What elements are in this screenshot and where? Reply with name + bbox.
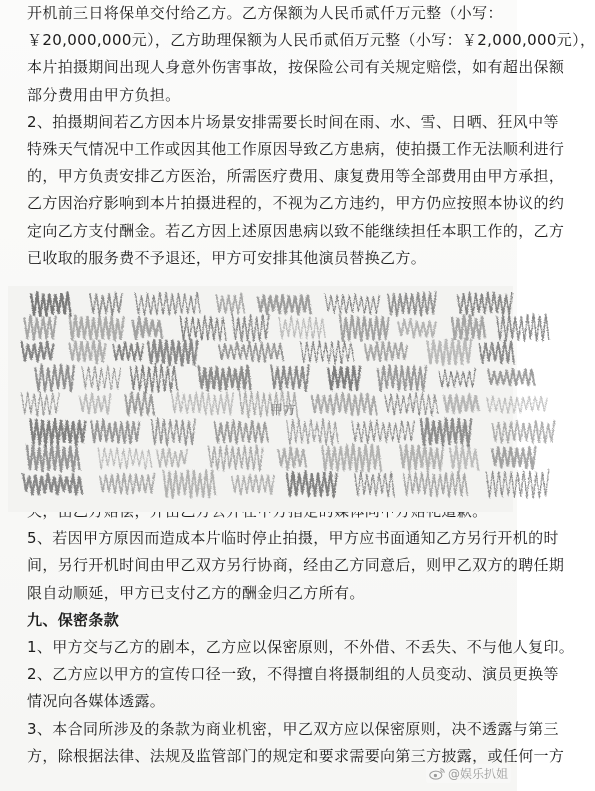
text-line: 1、甲方交与乙方的剧本，乙方应以保密原则，不外借、不丢失、不与他人复印。 — [27, 637, 575, 656]
text-line: 限自动顺延，甲方已支付乙方的酬金归乙方所有。 — [27, 583, 365, 602]
redacted-scribble-area — [8, 286, 513, 512]
text-line: 定向乙方支付酬金。若乙方因上述原因患病以致不能继续担任本职工作的，乙方 — [27, 221, 565, 240]
redaction-fragment-text: 甲方 — [270, 403, 297, 418]
document-bottom-text — [27, 498, 575, 770]
section-heading: 九、保密条款 — [27, 610, 120, 629]
text-line: 间，另行开机时间由甲乙双方另行协商，经由乙方同意后，则甲乙双方的聘任期 — [27, 556, 565, 575]
text-line: 部分费用由甲方负担。 — [27, 85, 181, 104]
text-line: 3、本合同所涉及的条款为商业机密，甲乙双方应以保密原则，决不透露与第三 — [27, 719, 559, 738]
text-line: 特殊天气情况中工作或因其他工作原因导致乙方患病，使拍摄工作无法顺利进行 — [27, 139, 565, 158]
text-line: ￥20,000,000元），乙方助理保额为人民币贰佰万元整（小写：￥2,000,000元）， — [27, 31, 595, 50]
text-line: 已收取的服务费不予退还，甲方可安排其他演员替换乙方。 — [27, 248, 427, 267]
text-line: 5、若因甲方原因而造成本片临时停止拍摄，甲方应书面通知乙方另行开机的时 — [27, 529, 559, 548]
text-line: 乙方因治疗影响到本片拍摄进程的，不视为乙方违约，甲方仍应按照本协议的约 — [27, 194, 565, 213]
redaction-scribbles — [8, 286, 513, 512]
text-line: 2、拍摄期间若乙方因本片场景安排需要长时间在雨、水、雪、日晒、狂风中等 — [27, 112, 559, 131]
text-line: 的，甲方负责安排乙方医治，所需医疗费用、康复费用等全部费用由甲方承担， — [27, 167, 565, 186]
text-line: 方，除根据法律、法规及监管部门的规定和要求需要向第三方披露，或任何一方 — [27, 746, 565, 765]
text-line: 2、乙方应以甲方的宣传口径一致，不得擅自将摄制组的人员变动、演员更换等 — [27, 665, 559, 684]
weibo-logo-icon — [429, 767, 445, 780]
text-line: 情况向各媒体透露。 — [27, 692, 166, 711]
document-top-text — [27, 0, 595, 272]
text-line: 本片拍摄期间出现人身意外伤害事故，按保险公司有关规定赔偿，如有超出保额 — [27, 58, 565, 77]
watermark — [426, 764, 511, 783]
text-line: 开机前三日将保单交付给乙方。乙方保额为人民币贰仟万元整（小写： — [27, 4, 503, 22]
watermark-text: @娱乐扒姐 — [447, 767, 508, 781]
